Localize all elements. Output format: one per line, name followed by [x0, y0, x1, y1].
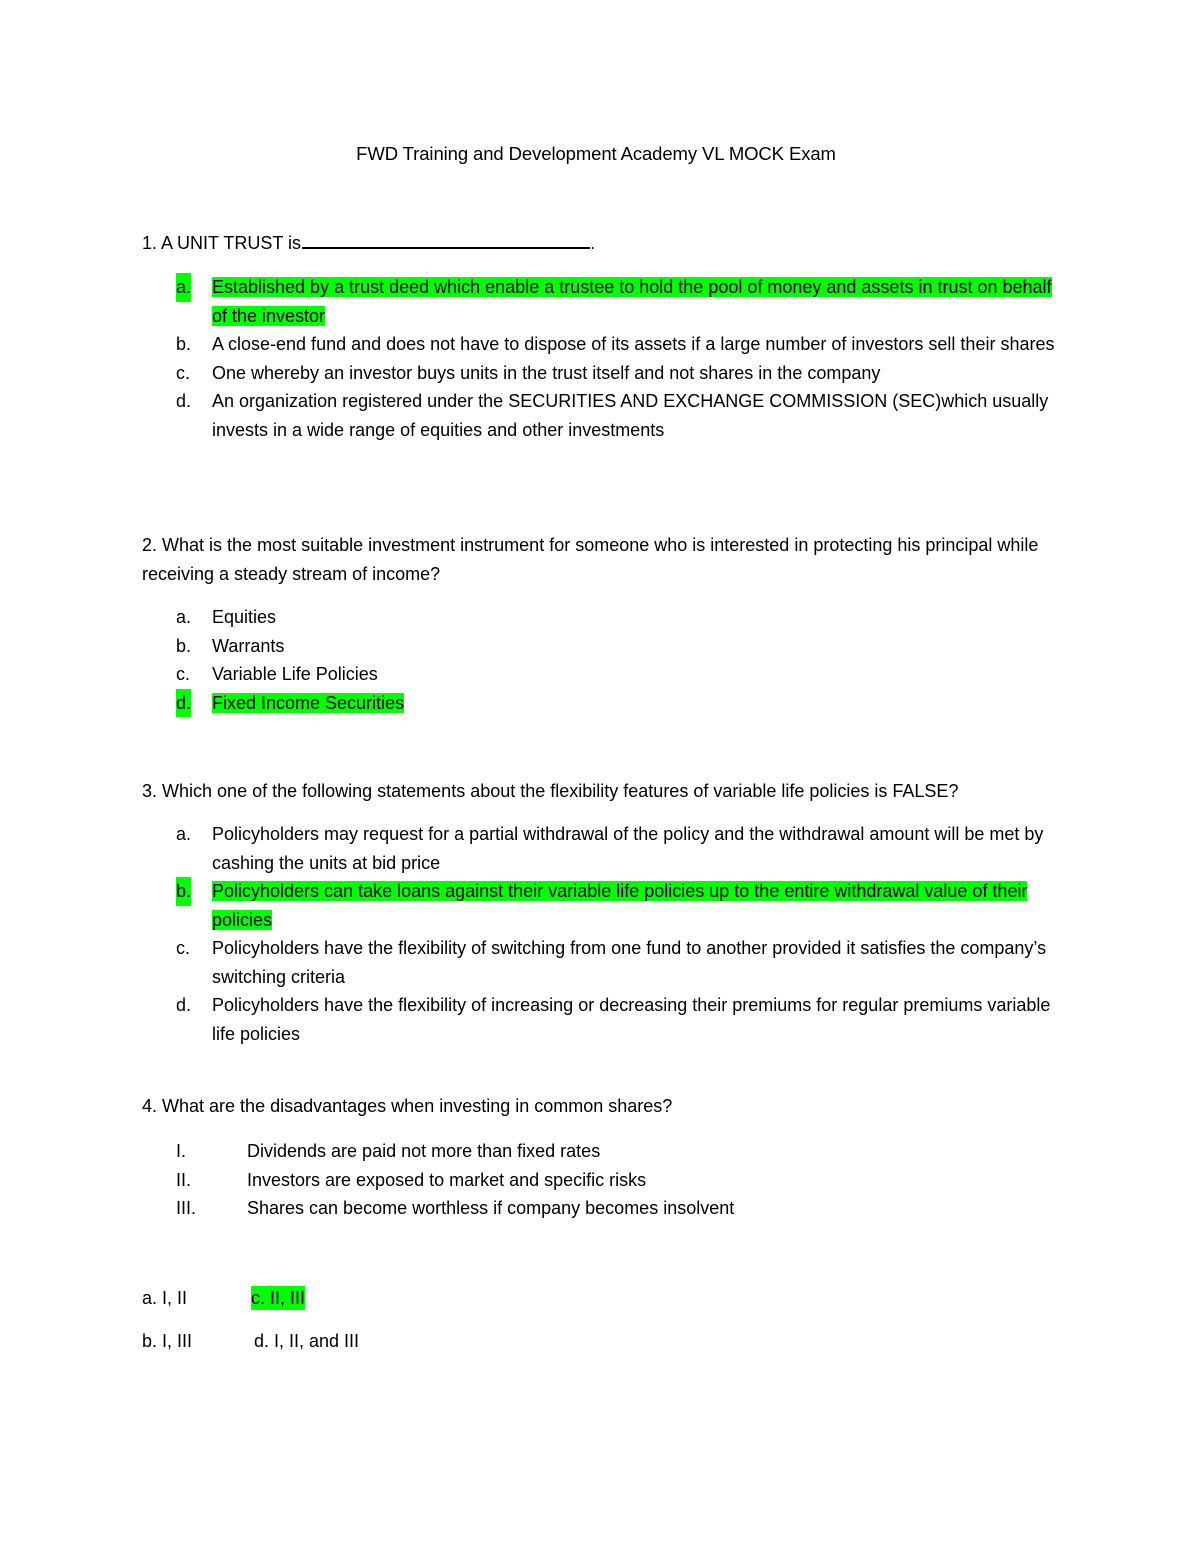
option-text: One whereby an investor buys units in the trust itself and not shares in the company [212, 362, 881, 383]
option-letter: c. [176, 362, 191, 383]
option-a [176, 820, 1056, 877]
option-a [176, 273, 1056, 330]
page-title: FWD Training and Development Academy VL MOCK Exam [356, 143, 836, 164]
option-b [176, 330, 1056, 359]
choice-a: a. I, II [142, 1288, 188, 1308]
question-number: 4. [142, 1096, 158, 1116]
statement-iii [176, 1194, 1056, 1223]
option-text: Fixed Income Securities [212, 692, 405, 713]
statement-i [176, 1137, 1056, 1166]
option-d [176, 689, 1056, 718]
option-text: Established by a trust deed which enable a trustee to hold the pool of money and assets in trust on behalf of the investor [212, 277, 1052, 326]
question-3 [142, 777, 1052, 806]
question-text-end: . [590, 233, 596, 253]
question-2-options [176, 603, 1056, 717]
option-letter: b. [176, 877, 191, 906]
option-b [176, 877, 1056, 934]
question-text: What is the most suitable investment instrument for someone who is interested in protecting his principal while receiving a steady stream of income? [142, 535, 1039, 584]
option-text: A close-end fund and does not have to dispose of its assets if a large number of investors sell their shares [212, 334, 1055, 354]
statement-text: Investors are exposed to market and specific risks [247, 1169, 647, 1190]
option-d [176, 991, 1056, 1048]
option-text: Policyholders have the flexibility of increasing or decreasing their premiums for regular premiums variable life policies [212, 995, 1051, 1044]
option-letter: a. [176, 824, 192, 844]
statement-numeral: II. [176, 1169, 192, 1190]
question-text: What are the disadvantages when investing in common shares? [162, 1096, 673, 1116]
question-text: Which one of the following statements about the flexibility features of variable life policies is FALSE? [162, 781, 959, 801]
question-1-options [176, 273, 1056, 444]
option-a [176, 603, 1056, 632]
option-d [176, 387, 1056, 444]
option-text: An organization registered under the SECURITIES AND EXCHANGE COMMISSION (SEC)which usually invests in a wide range of equities and other investments [212, 391, 1049, 440]
statement-ii [176, 1166, 1056, 1195]
option-text: Warrants [212, 635, 285, 656]
choice-b: b. I, III [142, 1331, 193, 1351]
choice-c: c. II, III [251, 1288, 306, 1308]
option-text: Policyholders have the flexibility of switching from one fund to another provided it satisfies the company’s switching criteria [212, 938, 1047, 987]
option-letter: a. [176, 273, 191, 302]
question-text: A UNIT TRUST is [161, 233, 302, 253]
option-letter: d. [176, 995, 192, 1015]
option-c [176, 934, 1056, 991]
question-4 [142, 1092, 1052, 1121]
question-2 [142, 531, 1052, 588]
option-letter: d. [176, 391, 192, 411]
option-c [176, 359, 1056, 388]
option-c [176, 660, 1056, 689]
statement-text: Dividends are paid not more than fixed rates [247, 1141, 601, 1161]
option-text: Equities [212, 607, 277, 627]
question-number: 2. [142, 535, 158, 555]
option-b [176, 632, 1056, 661]
option-text: Policyholders can take loans against their variable life policies up to the entire withdrawal value of their policies [212, 881, 1028, 930]
question-4-statements [176, 1137, 1056, 1223]
option-text: Policyholders may request for a partial withdrawal of the policy and the withdrawal amount will be met by cashing the units at bid price [212, 824, 1044, 873]
question-number: 3. [142, 781, 158, 801]
statement-numeral: I. [176, 1141, 187, 1161]
option-letter: c. [176, 938, 191, 958]
option-letter: a. [176, 607, 192, 627]
question-3-options [176, 820, 1056, 1048]
choice-d: d. I, II, and III [254, 1331, 360, 1351]
statement-numeral: III. [176, 1198, 197, 1218]
option-letter: b. [176, 334, 192, 354]
answer-blank [302, 233, 590, 249]
option-letter: b. [176, 635, 192, 656]
question-number: 1. [142, 233, 158, 253]
option-letter: c. [176, 664, 191, 684]
statement-text: Shares can become worthless if company becomes insolvent [247, 1198, 735, 1218]
option-text: Variable Life Policies [212, 664, 378, 684]
question-1 [142, 229, 1052, 258]
option-letter: d. [176, 689, 191, 718]
